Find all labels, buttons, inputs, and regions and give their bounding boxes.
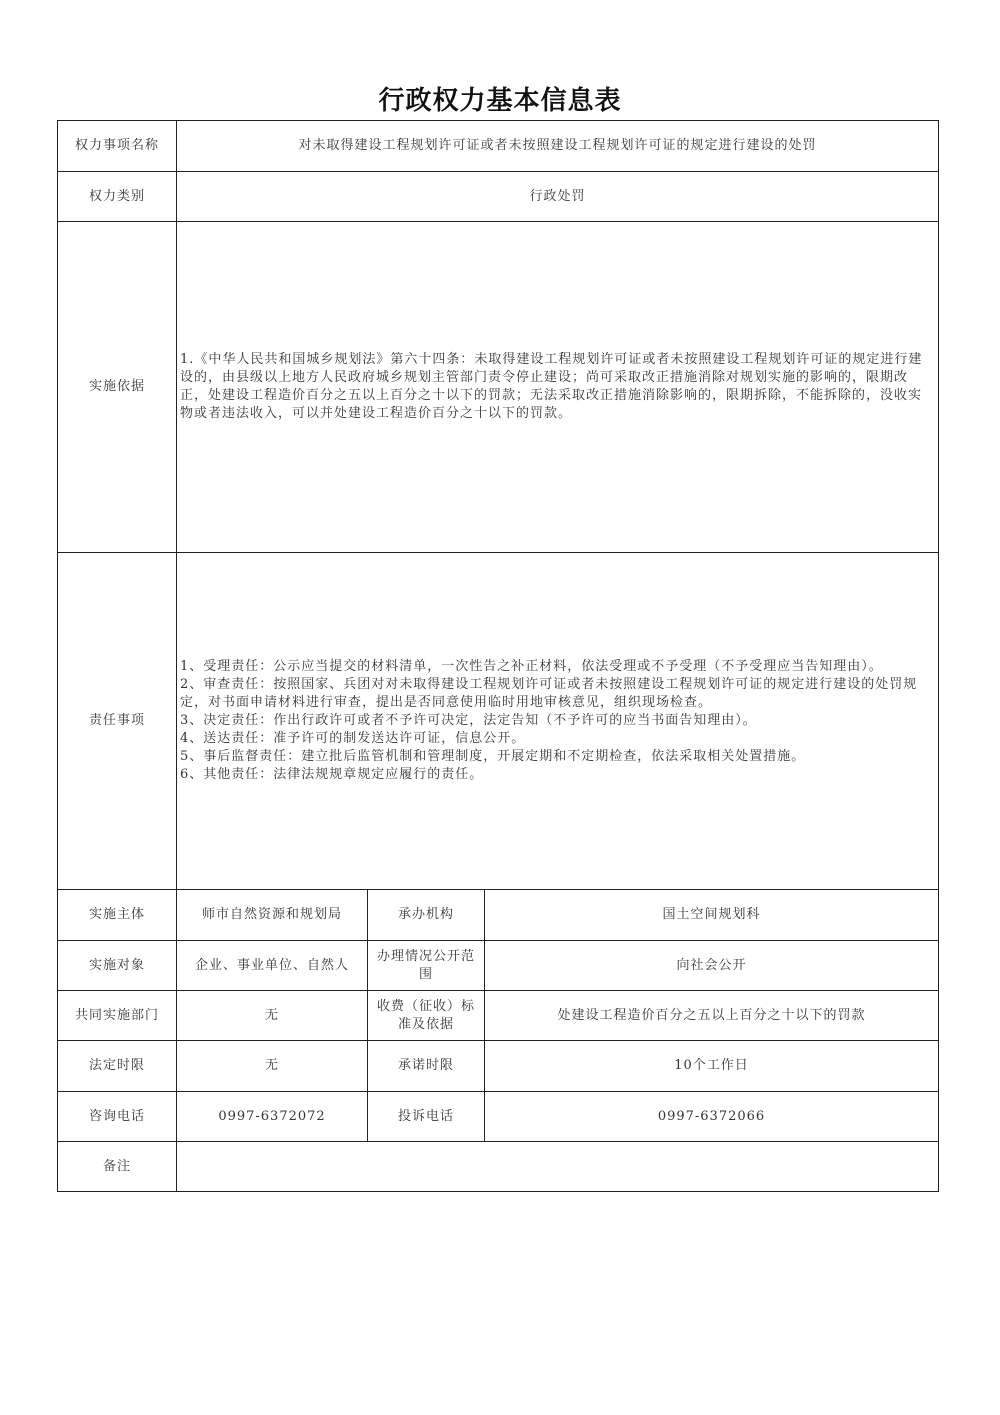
label-joint: 共同实施部门 <box>58 991 177 1041</box>
label-complaint-phone: 投诉电话 <box>368 1092 485 1142</box>
row-item-name <box>58 121 939 172</box>
value-target: 企业、事业单位、自然人 <box>177 941 368 991</box>
row-basis <box>58 222 939 553</box>
duty-line-5: 5、事后监督责任：建立批后监管机制和管理制度，开展定期和不定期检查，依法采取相关处置措施。 <box>180 749 806 764</box>
value-item-name: 对未取得建设工程规划许可证或者未按照建设工程规划许可证的规定进行建设的处罚 <box>177 121 939 172</box>
label-consult-phone: 咨询电话 <box>58 1092 177 1142</box>
value-legal-deadline: 无 <box>177 1041 368 1092</box>
label-remarks: 备注 <box>58 1142 177 1192</box>
duty-line-2: 2、审查责任：按照国家、兵团对对未取得建设工程规划许可证或者未按照建设工程规划许可证的规定进行建设的处罚规定，对书面申请材料进行审查，提出是否同意使用临时用地审核意见，组织现场检查。 <box>180 677 918 710</box>
value-remarks <box>177 1142 939 1192</box>
row-contact <box>58 1092 939 1142</box>
duty-line-6: 6、其他责任：法律法规规章规定应履行的责任。 <box>180 767 484 782</box>
duty-line-1: 1、受理责任：公示应当提交的材料清单，一次性告之补正材料，依法受理或不予受理（不予受理应当告知理由）。 <box>180 659 883 674</box>
row-category <box>58 172 939 222</box>
label-agency: 承办机构 <box>368 890 485 941</box>
value-complaint-phone: 0997-6372066 <box>485 1092 939 1142</box>
value-promised-deadline: 10个工作日 <box>485 1041 939 1092</box>
label-legal-deadline: 法定时限 <box>58 1041 177 1092</box>
value-duties <box>177 553 939 890</box>
row-remarks <box>58 1142 939 1192</box>
value-fee: 处建设工程造价百分之五以上百分之十以下的罚款 <box>485 991 939 1041</box>
label-promised-deadline: 承诺时限 <box>368 1041 485 1092</box>
label-disclosure: 办理情况公开范围 <box>368 941 485 991</box>
row-deadline <box>58 1041 939 1092</box>
row-duties <box>58 553 939 890</box>
label-subject: 实施主体 <box>58 890 177 941</box>
value-agency: 国土空间规划科 <box>485 890 939 941</box>
row-joint <box>58 991 939 1041</box>
value-disclosure: 向社会公开 <box>485 941 939 991</box>
value-category: 行政处罚 <box>177 172 939 222</box>
value-subject: 师市自然资源和规划局 <box>177 890 368 941</box>
label-item-name: 权力事项名称 <box>58 121 177 172</box>
label-category: 权力类别 <box>58 172 177 222</box>
value-joint: 无 <box>177 991 368 1041</box>
label-basis: 实施依据 <box>58 222 177 553</box>
value-consult-phone: 0997-6372072 <box>177 1092 368 1142</box>
page-title: 行政权力基本信息表 <box>378 86 622 116</box>
row-target <box>58 941 939 991</box>
row-subject <box>58 890 939 941</box>
label-fee: 收费（征收）标准及依据 <box>368 991 485 1041</box>
label-target: 实施对象 <box>58 941 177 991</box>
label-duties: 责任事项 <box>58 553 177 890</box>
value-basis: 1.《中华人民共和国城乡规划法》第六十四条：未取得建设工程规划许可证或者未按照建设工程规划许可证的规定进行建设的，由县级以上地方人民政府城乡规划主管部门责令停止建设；尚可采取改正措施消除对规划实施的影响的，限期改正，处建设工程造价百分之五以上百分之十以下的罚款；无法采取改正措施消除影响的，限期拆除，不能拆除的，没收实物或者违法收入，可以并处建设工程造价百分之十以下的罚款。 <box>177 222 939 553</box>
info-table <box>57 120 939 1192</box>
duty-line-4: 4、送达责任：准予许可的制发送达许可证，信息公开。 <box>180 731 526 746</box>
duty-line-3: 3、决定责任：作出行政许可或者不予许可决定，法定告知（不予许可的应当书面告知理由）。 <box>180 713 757 728</box>
